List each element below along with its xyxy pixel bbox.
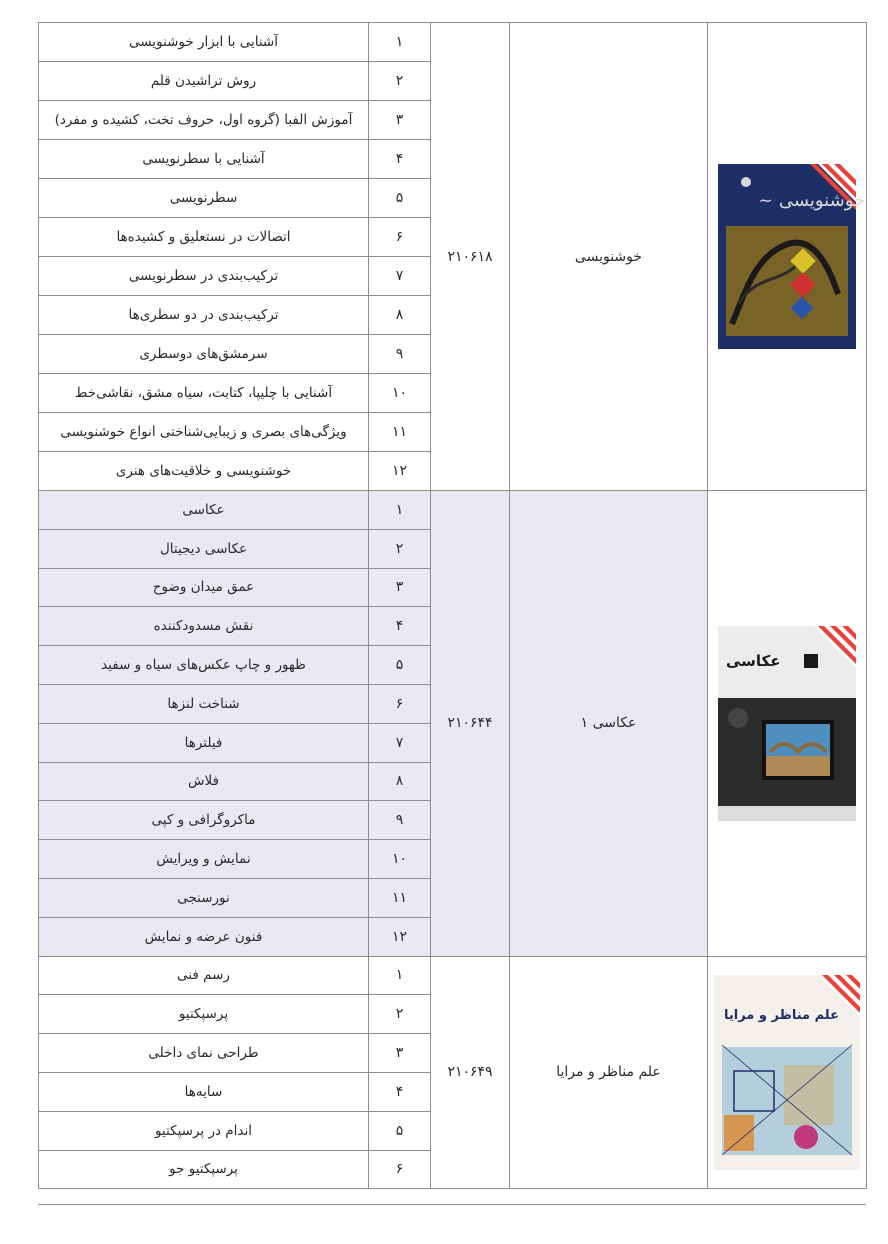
book-code: ۲۱۰۶۱۸ <box>431 23 510 491</box>
lesson-number: ۶ <box>369 1150 431 1189</box>
book-code: ۲۱۰۶۴۹ <box>431 956 510 1189</box>
lesson-number: ۴ <box>369 1072 431 1111</box>
lesson-number: ۱ <box>369 491 431 530</box>
lesson-topic: رسم فنی <box>39 956 369 995</box>
lesson-number: ۵ <box>369 646 431 685</box>
book-cover-perspective <box>714 975 860 1170</box>
lesson-number: ۱ <box>369 23 431 62</box>
textbook-topics-table <box>38 22 867 1189</box>
table-row <box>39 23 867 62</box>
lesson-topic: سرمشق‌های دوسطری <box>39 335 369 374</box>
lesson-topic: ماکروگرافی و کپی <box>39 801 369 840</box>
book-title: علم مناظر و مرایا <box>510 956 708 1189</box>
table-row <box>39 491 867 530</box>
lesson-number: ۳ <box>369 101 431 140</box>
lesson-topic: روش تراشیدن قلم <box>39 62 369 101</box>
lesson-number: ۳ <box>369 1034 431 1073</box>
book-cover-cell <box>708 23 867 491</box>
book-cover-cell <box>708 491 867 957</box>
lesson-number: ۶ <box>369 218 431 257</box>
lesson-number: ۱۰ <box>369 374 431 413</box>
lesson-number: ۱۱ <box>369 878 431 917</box>
lesson-number: ۸ <box>369 762 431 801</box>
lesson-topic: ترکیب‌بندی در سطرنویسی <box>39 257 369 296</box>
lesson-topic: نقش مسدودکننده <box>39 607 369 646</box>
lesson-topic: فلاش <box>39 762 369 801</box>
book-cover-calligraphy <box>718 164 866 349</box>
lesson-number: ۹ <box>369 801 431 840</box>
lesson-number: ۱۱ <box>369 413 431 452</box>
lesson-number: ۶ <box>369 684 431 723</box>
lesson-number: ۲ <box>369 529 431 568</box>
lesson-topic: پرسپکتیو <box>39 995 369 1034</box>
lesson-number: ۳ <box>369 568 431 607</box>
lesson-number: ۱۲ <box>369 452 431 491</box>
lesson-topic: نمایش و ویرایش <box>39 840 369 879</box>
table-bottom-rule <box>38 1204 866 1205</box>
lesson-topic: پرسپکتیو جو <box>39 1150 369 1189</box>
book-title: عکاسی ۱ <box>510 491 708 957</box>
lesson-topic: طراحی نمای داخلی <box>39 1034 369 1073</box>
lesson-topic: آموزش الفبا (گروه اول، حروف تخت، کشیده و مفرد) <box>39 101 369 140</box>
lesson-number: ۱۰ <box>369 840 431 879</box>
lesson-number: ۲ <box>369 62 431 101</box>
lesson-number: ۵ <box>369 1111 431 1150</box>
lesson-topic: آشنایی با ابزار خوشنویسی <box>39 23 369 62</box>
lesson-number: ۲ <box>369 995 431 1034</box>
lesson-topic: نورسنجی <box>39 878 369 917</box>
lesson-topic: آشنایی با سطرنویسی <box>39 140 369 179</box>
lesson-topic: آشنایی با چلیپا، کتابت، سیاه مشق، نقاشی‌خط <box>39 374 369 413</box>
lesson-topic: فیلترها <box>39 723 369 762</box>
book-title: خوشنویسی <box>510 23 708 491</box>
svg-text:ﻋﮑﺎﺳﯽ: ﻋﮑﺎﺳﯽ <box>726 651 781 670</box>
lesson-number: ۴ <box>369 140 431 179</box>
lesson-topic: فنون عرضه و نمایش <box>39 917 369 956</box>
svg-text:ﻋﻠﻢ ﻣﻨﺎﻇﺮ ﻭ ﻣﺮﺍﯾﺎ: ﻋﻠﻢ ﻣﻨﺎﻇﺮ ﻭ ﻣﺮﺍﯾﺎ <box>724 1007 839 1023</box>
lesson-number: ۱ <box>369 956 431 995</box>
lesson-topic: عکاسی <box>39 491 369 530</box>
lesson-topic: عمق میدان وضوح <box>39 568 369 607</box>
lesson-topic: ویژگی‌های بصری و زیبایی‌شناختی انواع خوشنویسی <box>39 413 369 452</box>
lesson-number: ۵ <box>369 179 431 218</box>
lesson-topic: خوشنویسی و خلاقیت‌های هنری <box>39 452 369 491</box>
lesson-topic: شناخت لنزها <box>39 684 369 723</box>
book-cover-cell <box>708 956 867 1189</box>
lesson-topic: سایه‌ها <box>39 1072 369 1111</box>
lesson-topic: ظهور و چاپ عکس‌های سیاه و سفید <box>39 646 369 685</box>
book-cover-photography <box>718 626 856 821</box>
lesson-topic: اتصالات در نستعلیق و کشیده‌ها <box>39 218 369 257</box>
lesson-number: ۹ <box>369 335 431 374</box>
lesson-number: ۸ <box>369 296 431 335</box>
book-code: ۲۱۰۶۴۴ <box>431 491 510 957</box>
lesson-number: ۷ <box>369 723 431 762</box>
table-row <box>39 956 867 995</box>
svg-text:~ ﺧﻮﺷﻨﻮﯾﺴﯽ: ~ ﺧﻮﺷﻨﻮﯾﺴﯽ <box>758 190 866 211</box>
lesson-topic: ترکیب‌بندی در دو سطری‌ها <box>39 296 369 335</box>
lesson-number: ۱۲ <box>369 917 431 956</box>
lesson-number: ۴ <box>369 607 431 646</box>
lesson-number: ۷ <box>369 257 431 296</box>
lesson-topic: اندام در پرسپکتیو <box>39 1111 369 1150</box>
lesson-topic: سطرنویسی <box>39 179 369 218</box>
lesson-topic: عکاسی دیجیتال <box>39 529 369 568</box>
